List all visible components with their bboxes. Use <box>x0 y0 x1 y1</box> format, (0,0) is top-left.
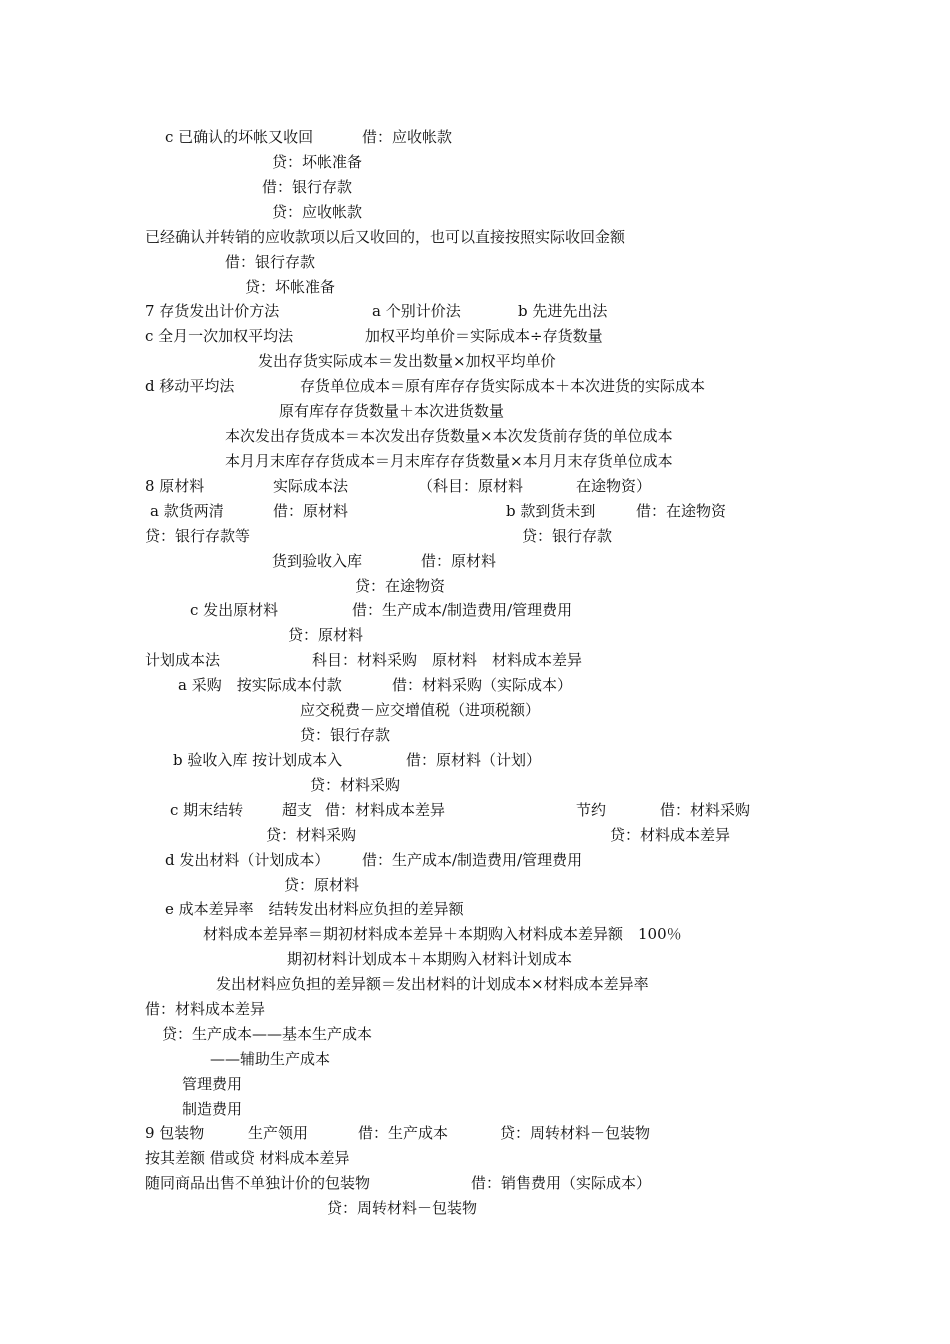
text-line: 应交税费－应交增值税（进项税额） <box>300 701 541 719</box>
text-line: 7 存货发出计价方法 <box>145 302 280 320</box>
text-line: b 先进先出法 <box>518 302 608 320</box>
text-line: 科目：材料采购 原材料 材料成本差异 <box>312 651 583 669</box>
text-line: 贷：材料采购 <box>266 826 357 844</box>
text-line: 本月月末库存存货成本＝月末库存存货数量×本月月末存货单位成本 <box>225 452 673 470</box>
text-line: 原有库存存货数量＋本次进货数量 <box>279 402 505 420</box>
text-line: 加权平均单价＝实际成本÷存货数量 <box>365 327 603 345</box>
text-line: 借：原材料 <box>273 502 349 520</box>
text-line: 借：银行存款 <box>225 253 316 271</box>
text-line: 借：应收帐款 <box>362 128 453 146</box>
text-line: 生产领用 <box>248 1124 309 1142</box>
text-line: 贷：原材料 <box>288 626 364 644</box>
text-line: 借：在途物资 <box>636 502 727 520</box>
text-line: 管理费用 <box>182 1075 243 1093</box>
text-line: 贷：银行存款等 <box>145 527 251 545</box>
text-line: 贷：在途物资 <box>355 577 446 595</box>
text-line: 贷：银行存款 <box>522 527 613 545</box>
text-line: 存货单位成本＝原有库存存货实际成本＋本次进货的实际成本 <box>300 377 706 395</box>
text-line: 超支 <box>282 801 313 819</box>
text-line: 在途物资） <box>576 477 652 495</box>
text-line: c 已确认的坏帐又收回 <box>165 128 314 146</box>
text-line: 借：生产成本/制造费用/管理费用 <box>352 601 573 619</box>
text-line: 贷：应收帐款 <box>272 203 363 221</box>
text-line: 借：生产成本 <box>358 1124 449 1142</box>
text-line: c 发出原材料 <box>190 601 279 619</box>
text-line: 贷：周转材料－包装物 <box>327 1199 478 1217</box>
text-line: e 成本差异率 结转发出材料应负担的差异额 <box>165 900 464 918</box>
text-line: 节约 <box>576 801 607 819</box>
text-line: 借：原材料 <box>421 552 497 570</box>
text-line: 贷：原材料 <box>284 876 360 894</box>
text-line: 借：生产成本/制造费用/管理费用 <box>362 851 583 869</box>
text-line: 已经确认并转销的应收款项以后又收回的，也可以直接按照实际收回金额 <box>145 228 626 246</box>
text-line: 贷：周转材料－包装物 <box>500 1124 651 1142</box>
text-line: 9 包装物 <box>145 1124 205 1142</box>
text-line: a 采购 按实际成本付款 <box>178 676 342 694</box>
text-line: 材料成本差异率＝期初材料成本差异＋本期购入材料成本差异额 100％ <box>203 925 682 943</box>
text-line: b 验收入库 按计划成本入 <box>173 751 343 769</box>
text-line: 期初材料计划成本＋本期购入材料计划成本 <box>287 950 573 968</box>
text-line: 贷：坏帐准备 <box>245 278 336 296</box>
text-line: a 个别计价法 <box>372 302 461 320</box>
text-line: 贷：材料成本差异 <box>610 826 731 844</box>
text-line: 借：销售费用（实际成本） <box>471 1174 652 1192</box>
text-line: 8 原材料 <box>145 477 205 495</box>
text-line: 借：材料成本差异 <box>325 801 446 819</box>
text-line: a 款货两清 <box>150 502 224 520</box>
text-line: 借：材料采购 <box>660 801 751 819</box>
text-line: 按其差额 借或贷 材料成本差异 <box>145 1149 350 1167</box>
text-line: 贷：材料采购 <box>310 776 401 794</box>
text-line: 贷：生产成本——基本生产成本 <box>162 1025 373 1043</box>
text-line: 贷：银行存款 <box>300 726 391 744</box>
text-line: 制造费用 <box>182 1100 243 1118</box>
text-line: d 发出材料（计划成本） <box>165 851 330 869</box>
text-line: （科目：原材料 <box>418 477 524 495</box>
text-line: ——辅助生产成本 <box>210 1050 331 1068</box>
text-line: 随同商品出售不单独计价的包装物 <box>145 1174 371 1192</box>
text-line: 借：材料成本差异 <box>145 1000 266 1018</box>
text-line: d 移动平均法 <box>145 377 235 395</box>
text-line: 本次发出存货成本＝本次发出存货数量×本次发货前存货的单位成本 <box>225 427 673 445</box>
text-line: 发出存货实际成本＝发出数量×加权平均单价 <box>258 352 556 370</box>
text-line: 发出材料应负担的差异额＝发出材料的计划成本×材料成本差异率 <box>216 975 649 993</box>
text-line: 借：原材料（计划） <box>406 751 542 769</box>
text-line: 借：银行存款 <box>262 178 353 196</box>
text-line: 货到验收入库 <box>272 552 363 570</box>
text-line: c 期末结转 <box>170 801 244 819</box>
text-line: 实际成本法 <box>273 477 349 495</box>
text-line: 计划成本法 <box>145 651 221 669</box>
text-line: c 全月一次加权平均法 <box>145 327 294 345</box>
text-line: 贷：坏帐准备 <box>272 153 363 171</box>
text-line: b 款到货未到 <box>506 502 596 520</box>
text-line: 借：材料采购（实际成本） <box>392 676 573 694</box>
